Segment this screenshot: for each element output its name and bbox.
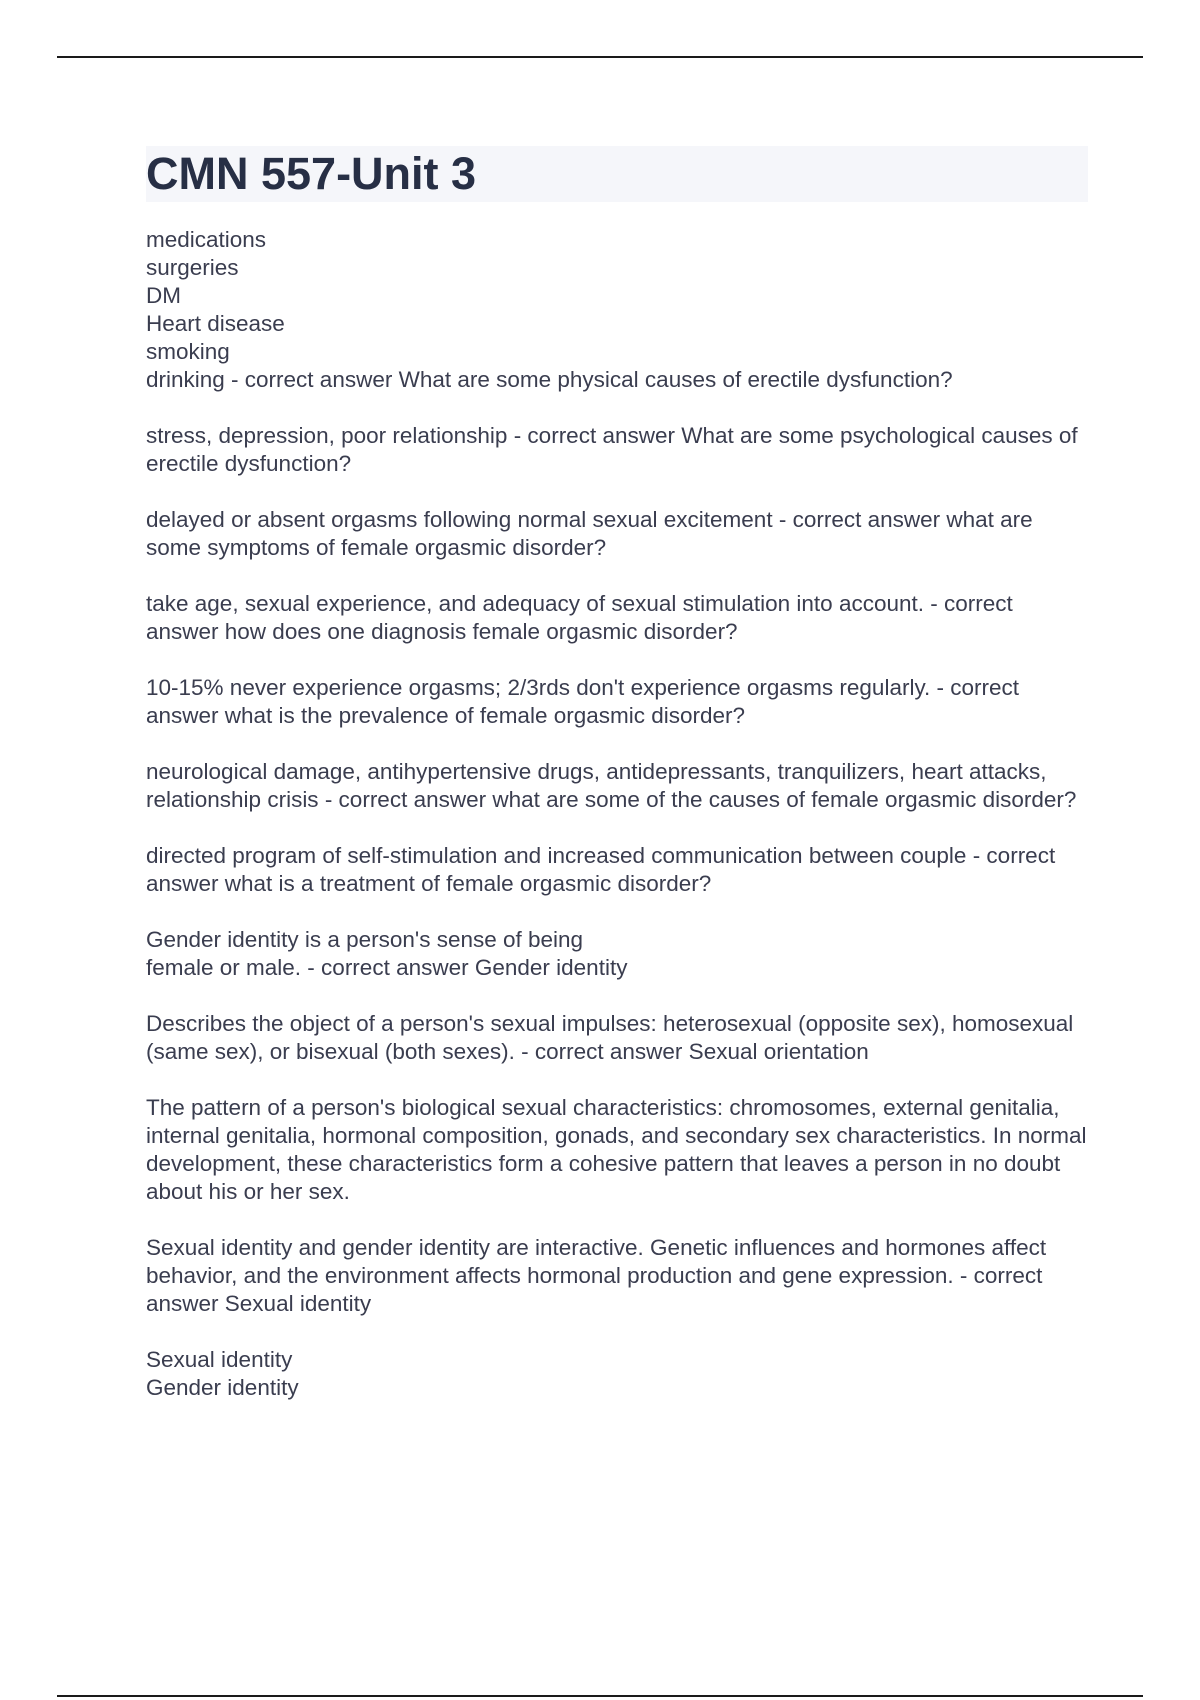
- flashcard-entry-3: delayed or absent orgasms following normal sexual excitement - correct answer what are some symptoms of female orgasmic disorder?: [146, 507, 1033, 560]
- flashcard-entry-5: 10-15% never experience orgasms; 2/3rds don't experience orgasms regularly. - correct answer what is the prevalence of female orgasmic disorder?: [146, 675, 1020, 728]
- flashcard-entry-12: Sexual identity Gender identity: [146, 1347, 299, 1400]
- flashcard-entry-6: neurological damage, antihypertensive drugs, antidepressants, tranquilizers, heart attacks, relationship crisis - correct answer what are some of the causes of female orgasmic disorder?: [146, 759, 1077, 812]
- flashcard-entry-10: The pattern of a person's biological sexual characteristics: chromosomes, external genitalia, internal genitalia, hormonal composition, gonads, and secondary sex characteristics. In normal development, these characteristics form a cohesive pattern that leaves a person in no doubt about his or her sex.: [146, 1095, 1087, 1204]
- flashcard-entry-9: Describes the object of a person's sexual impulses: heterosexual (opposite sex), homosexual (same sex), or bisexual (both sexes). - correct answer Sexual orientation: [146, 1011, 1074, 1064]
- flashcard-entry-11: Sexual identity and gender identity are interactive. Genetic influences and hormones affect behavior, and the environment affects hormonal production and gene expression. - correct answer Sexual identity: [146, 1235, 1047, 1316]
- flashcard-entry-8: Gender identity is a person's sense of being female or male. - correct answer Gender identity: [146, 927, 628, 980]
- flashcard-entry-4: take age, sexual experience, and adequacy of sexual stimulation into account. - correct answer how does one diagnosis female orgasmic disorder?: [146, 591, 1013, 644]
- top-rule: [57, 56, 1143, 58]
- document-body: [146, 146, 1088, 1430]
- document-title: CMN 557-Unit 3: [146, 146, 1088, 202]
- flashcard-entry-1: medications surgeries DM Heart disease smoking drinking - correct answer What are some physical causes of erectile dysfunction?: [146, 227, 953, 392]
- flashcard-entry-2: stress, depression, poor relationship - correct answer What are some psychological causes of erectile dysfunction?: [146, 423, 1078, 476]
- flashcard-entry-7: directed program of self-stimulation and increased communication between couple - correct answer what is a treatment of female orgasmic disorder?: [146, 843, 1056, 896]
- flashcard-list: [146, 226, 1088, 1402]
- bottom-rule: [57, 1695, 1143, 1697]
